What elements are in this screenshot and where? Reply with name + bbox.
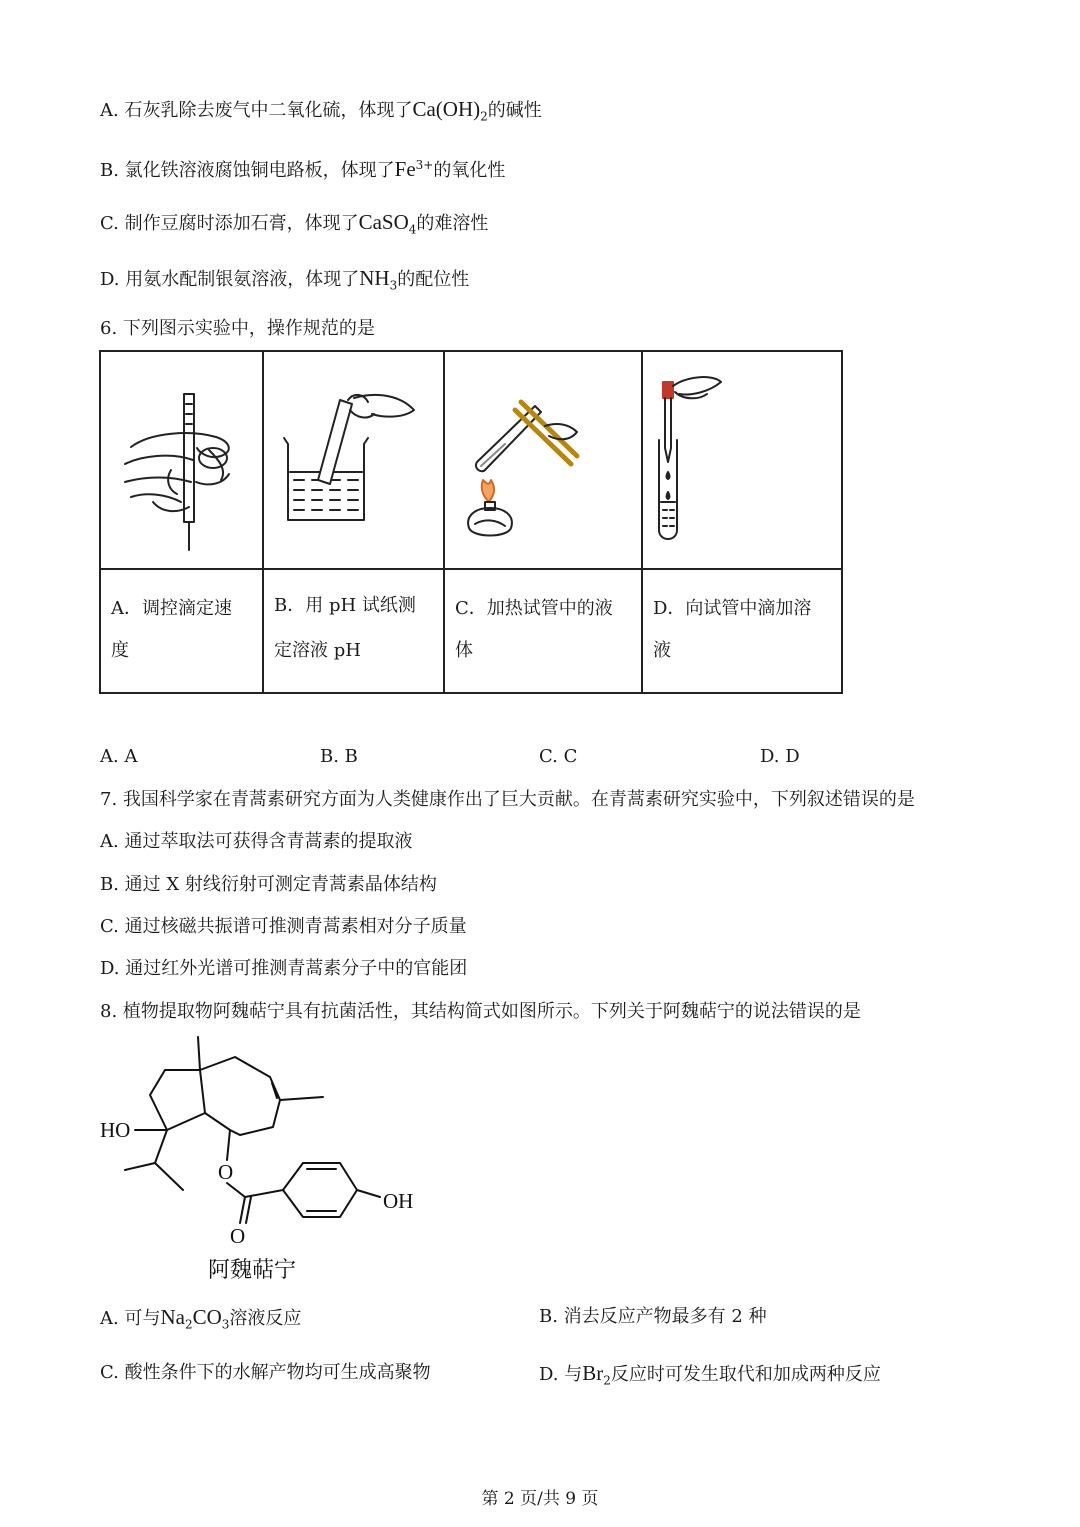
q6-answer-c: C. C: [539, 746, 578, 767]
q6-answer-d: D. D: [760, 746, 800, 767]
q8-option-b: B. 消去反应产物最多有 2 种: [539, 1306, 767, 1327]
q5-option-a: A. 石灰乳除去废气中二氧化硫，体现了$Ca(OH)_2$的碱性: [100, 97, 542, 124]
q7-stem: 7. 我国科学家在青蒿素研究方面为人类健康作出了巨大贡献。在青蒿素研究实验中，下列叙述错误的是: [100, 789, 915, 810]
q6-cell-c: C．加热试管中的液 体: [444, 569, 642, 693]
burette-illustration: [100, 351, 263, 569]
q8-option-d: D. 与$Br_2$反应时可发生取代和加成两种反应: [539, 1361, 881, 1388]
hydroxyl-label-left: HO: [100, 1118, 131, 1142]
structure-name: 阿魏萜宁: [208, 1258, 297, 1283]
q7-option-c: C. 通过核磁共振谱可推测青蒿素相对分子质量: [100, 916, 467, 937]
q6-answer-a: A. A: [100, 746, 138, 767]
page-footer: 第 2 页/共 9 页: [481, 1489, 599, 1509]
q5-option-c: C. 制作豆腐时添加石膏，体现了CaSO$_4$的难溶性: [100, 210, 489, 237]
q5-option-b: B. 氯化铁溶液腐蚀铜电路板，体现了$Fe^{3+}$的氧化性: [100, 157, 506, 181]
q6-cell-a: A．调控滴定速 度: [100, 569, 263, 693]
q8-option-a: A. 可与$Na_2CO_3$溶液反应: [100, 1305, 302, 1332]
dropper-illustration: [642, 351, 842, 569]
q6-answer-b: B. B: [320, 746, 358, 767]
q6-stem: 6. 下列图示实验中，操作规范的是: [100, 318, 375, 339]
q7-option-b: B. 通过 X 射线衍射可测定青蒿素晶体结构: [100, 874, 437, 895]
carbonyl-oxygen-label: O: [230, 1224, 246, 1248]
q8-stem: 8. 植物提取物阿魏萜宁具有抗菌活性，其结构简式如图所示。下列关于阿魏萜宁的说法错误的是: [100, 1001, 861, 1022]
q6-cell-d: D．向试管中滴加溶 液: [642, 569, 842, 693]
ester-oxygen-label: O: [218, 1160, 234, 1184]
q6-cell-b: B．用 pH 试纸测 定溶液 pH: [263, 569, 444, 693]
ph-paper-illustration: [263, 351, 444, 569]
molecular-structure: [95, 1035, 455, 1285]
q7-option-d: D. 通过红外光谱可推测青蒿素分子中的官能团: [100, 958, 468, 979]
q6-table: [99, 350, 843, 694]
q5-option-d: D. 用氨水配制银氨溶液，体现了$NH_3$的配位性: [100, 266, 470, 293]
q8-option-c: C. 酸性条件下的水解产物均可生成高聚物: [100, 1362, 431, 1383]
hydroxyl-label-right: OH: [383, 1189, 414, 1213]
heating-tube-illustration: [444, 351, 642, 569]
q7-option-a: A. 通过萃取法可获得含青蒿素的提取液: [100, 831, 413, 852]
